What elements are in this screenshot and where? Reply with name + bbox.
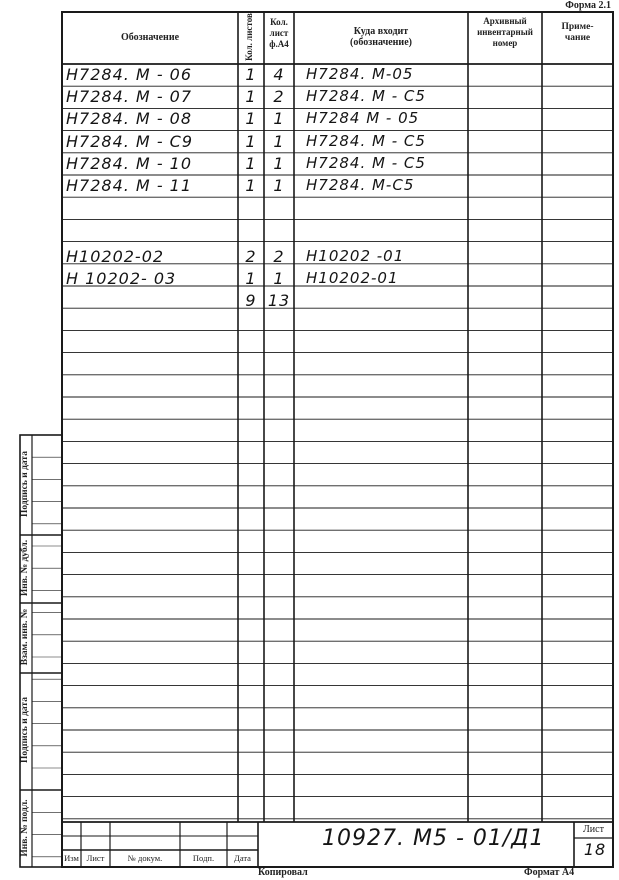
row-designation: H10202-02: [66, 246, 165, 266]
row-designation: H7284. M - 11: [66, 176, 193, 195]
row-where-used: H7284. M-C5: [306, 176, 415, 194]
row-qty-sheets: 1: [245, 268, 257, 288]
row-qty-a4: 1: [273, 153, 285, 173]
form-label: Форма 2.1: [565, 0, 611, 11]
row-designation: H 10202- 03: [66, 268, 177, 288]
col-sign: Подп.: [192, 853, 215, 863]
header-note: [542, 22, 613, 44]
sheet-label: Лист: [583, 824, 604, 835]
header-qty-sheets: Кол. листов: [244, 13, 254, 61]
header-archive-line3: номер: [492, 38, 518, 48]
row-qty-a4: 1: [273, 109, 285, 129]
side-label-sign-date-top: Подпись и дата: [20, 451, 30, 517]
row-qty-a4: 2: [273, 246, 285, 266]
row-where-used: H7284. M - C5: [306, 87, 426, 106]
row-qty-sheets: 9: [245, 291, 257, 310]
row-qty-sheets: 1: [245, 87, 257, 107]
row-qty-sheets: 2: [245, 246, 257, 266]
doc-number: 10927. M5 - 01/Д1: [322, 826, 545, 851]
col-izm: Изм: [64, 853, 79, 863]
header-qty-a4: [264, 17, 294, 50]
row-where-used: H7284 M - 05: [306, 109, 420, 128]
row-where-used: H10202 -01: [306, 246, 405, 265]
header-qty-a4-line1: Кол.: [270, 17, 288, 27]
row-where-used: H7284. M - C5: [306, 153, 426, 172]
col-date: Дата: [234, 853, 251, 863]
row-designation: H7284. M - 10: [66, 153, 193, 173]
side-label-mutual-inv: Взам. инв. №: [20, 608, 30, 666]
row-where-used: H7284. M - C5: [306, 131, 426, 150]
row-where-used: H10202-01: [306, 268, 399, 287]
row-qty-sheets: 1: [245, 109, 257, 129]
side-label-inv-dup: Инв. № дубл.: [20, 539, 30, 597]
header-where-line1: Куда входит: [353, 26, 409, 37]
col-doc: № докум.: [127, 853, 163, 863]
header-where-used: [294, 26, 468, 48]
row-designation: H7284. M - C9: [66, 131, 194, 151]
row-qty-a4: 1: [273, 176, 285, 195]
row-designation: H7284. M - 08: [66, 109, 193, 129]
row-qty-a4: 4: [273, 65, 285, 84]
col-list: Лист: [86, 853, 105, 863]
side-label-sign-date-bottom: Подпись и дата: [20, 697, 30, 763]
footer-format: Формат А4: [524, 867, 575, 878]
header-where-line2: (обозначение): [350, 37, 412, 48]
row-qty-sheets: 1: [245, 131, 257, 151]
header-note-line2: чание: [564, 33, 591, 43]
header-designation: Обозначение: [120, 32, 180, 43]
footer-copied: Копировал: [258, 867, 308, 878]
header-qty-a4-line2: лист: [269, 28, 289, 38]
row-qty-a4: 1: [273, 268, 285, 288]
row-qty-a4: 13: [267, 291, 291, 310]
row-designation: H7284. M - 07: [66, 87, 193, 107]
row-qty-a4: 2: [273, 87, 285, 107]
row-qty-sheets: 1: [245, 65, 257, 84]
header-archive: [468, 16, 542, 49]
header-note-line1: Приме-: [561, 22, 594, 32]
row-where-used: H7284. M-05: [306, 65, 414, 83]
header-qty-a4-line3: ф.А4: [269, 39, 289, 49]
header-archive-line1: Архивный: [483, 16, 527, 26]
side-label-inv-orig: Инв. № подл.: [20, 799, 30, 857]
row-designation: H7284. M - 06: [66, 65, 193, 84]
row-qty-sheets: 1: [245, 176, 257, 195]
sheet-number: 18: [583, 840, 607, 859]
header-archive-line2: инвентарный: [477, 27, 533, 37]
row-qty-a4: 1: [273, 131, 285, 151]
row-qty-sheets: 1: [245, 153, 257, 173]
